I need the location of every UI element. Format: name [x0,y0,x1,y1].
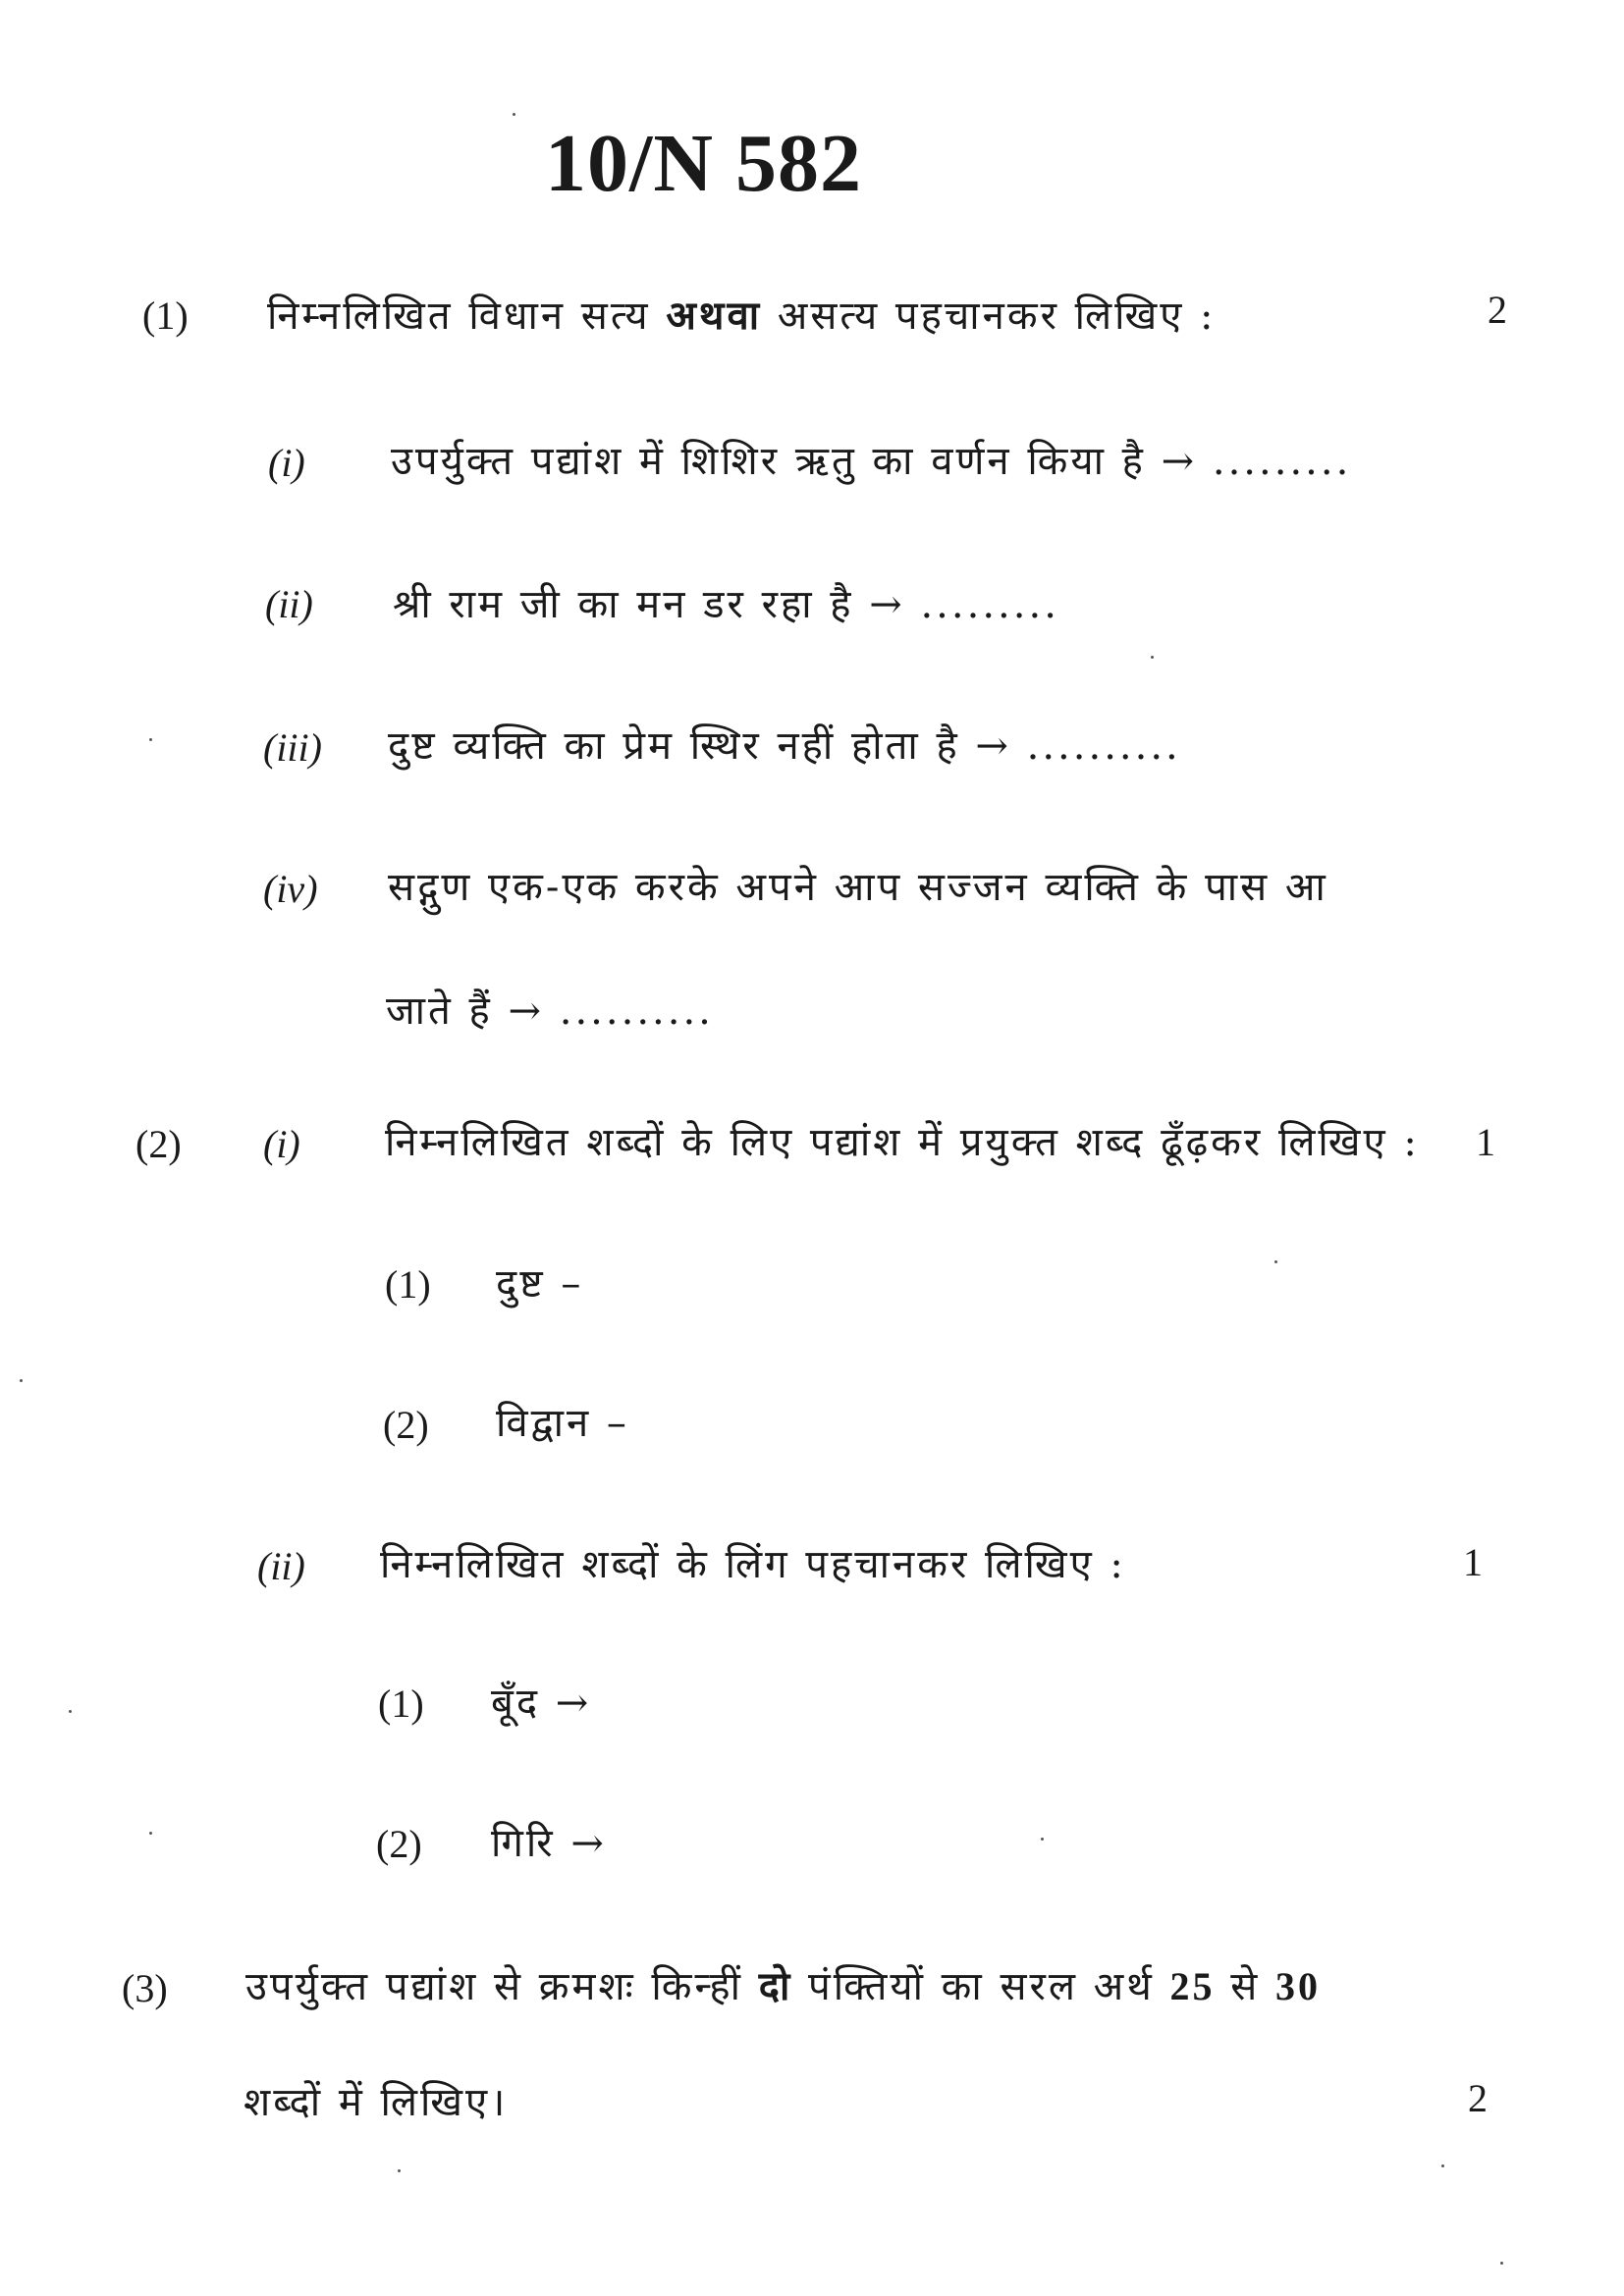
question-1-marks: 2 [1488,288,1507,332]
question-3-text [245,1957,1321,2011]
scan-speck [1151,656,1154,659]
question-3-text-a: उपर्युक्त पद्यांश से क्रमशः किन्हीं [245,1964,759,2009]
scan-speck [149,1832,152,1835]
q2-part-ii-item-text: गिरि → [491,1821,607,1866]
q2-part-ii-item-label: (1) [378,1682,424,1726]
q2-part-ii-item-text: बूँद → [491,1681,592,1726]
q1-item-label: (i) [268,441,305,485]
scan-speck [69,1710,72,1713]
q2-part-ii-label: (ii) [257,1544,305,1588]
question-1-text-pre: निम्नलिखित विधान सत्य [267,294,667,339]
paper-code: 10/N 582 [545,118,862,209]
scan-speck [1274,1260,1277,1263]
q2-part-i-item-text: दुष्ट – [496,1261,584,1307]
question-1-number: (1) [142,294,189,338]
q1-item-label: (ii) [265,582,313,626]
scan-speck [1441,2164,1444,2167]
q1-item-label: (iv) [263,867,318,911]
scan-speck [398,2169,401,2172]
scan-speck [1041,1838,1044,1841]
question-3-marks: 2 [1468,2076,1488,2120]
q2-part-i-label: (i) [263,1122,300,1166]
q2-part-i-marks: 1 [1476,1120,1495,1164]
q1-item-label: (iii) [263,725,322,770]
scan-speck [149,738,152,741]
question-3-text-bold: दो [758,1963,793,2009]
q2-part-ii-item-label: (2) [376,1822,422,1866]
q1-item-text: दुष्ट व्यक्ति का प्रेम स्थिर नहीं होता है → .......... [388,723,1181,769]
question-1-text-post: असत्य पहचानकर लिखिए : [762,294,1217,339]
q1-item-text: सद्गुण एक-एक करके अपने आप सज्जन व्यक्ति के पास आ [388,865,1328,910]
scan-speck [513,113,515,116]
question-3-text-c: से [1215,1964,1276,2009]
q2-part-i-item-label: (2) [383,1403,429,1447]
question-3-text-b: पंक्तियों का सरल अर्थ [792,1964,1170,2009]
q2-part-i-item-text: विद्वान – [496,1401,629,1446]
question-3-number: (3) [122,1966,168,2010]
q2-part-ii-marks: 1 [1463,1540,1483,1584]
q2-part-ii-text: निम्नलिखित शब्दों के लिंग पहचानकर लिखिए : [380,1542,1126,1587]
question-3-word-min: 25 [1169,1964,1216,2008]
q2-part-i-item-label: (1) [385,1262,431,1307]
scan-speck [1500,2262,1503,2265]
scan-speck [20,1379,23,1382]
question-1-instruction [267,287,1217,341]
q1-item-text: उपर्युक्त पद्यांश में शिशिर ऋतु का वर्णन किया है → ......... [391,439,1352,484]
question-3-word-max: 30 [1275,1964,1322,2008]
question-1-text-bold: अथवा [666,293,763,339]
question-2-number: (2) [135,1122,182,1166]
q2-part-i-text: निम्नलिखित शब्दों के लिए पद्यांश में प्रयुक्त शब्द ढूँढ़कर लिखिए : [385,1120,1420,1165]
q1-item-text-continued: जाते हैं → .......... [386,988,714,1034]
q1-item-text: श्री राम जी का मन डर रहा है → ......... [393,582,1059,627]
question-3-text-line2: शब्दों में लिखिए। [244,2080,509,2125]
